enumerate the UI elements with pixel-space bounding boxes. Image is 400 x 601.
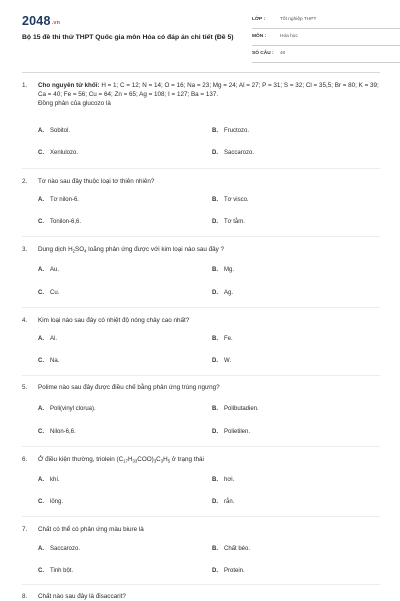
option-d[interactable] <box>212 218 245 226</box>
site-logo[interactable] <box>22 14 60 28</box>
document-title: Bộ 15 đề thi thử THPT Quốc gia môn Hóa có đáp án chi tiết (Đề 5) <box>22 34 234 41</box>
question-text <box>38 455 380 464</box>
question-divider <box>22 584 380 585</box>
option-text: Al. <box>50 336 58 342</box>
option-letter: C. <box>38 358 44 364</box>
meta-value: 40 <box>280 51 286 56</box>
option-letter: A. <box>38 477 44 483</box>
text-part: H <box>163 456 168 463</box>
question-5 <box>22 383 380 392</box>
option-text: Tinh bột. <box>50 568 74 574</box>
option-letter: A. <box>38 128 44 134</box>
meta-row-class <box>252 14 400 29</box>
question-2 <box>22 177 380 186</box>
exam-header <box>22 14 382 68</box>
question-stem <box>22 383 380 392</box>
option-a[interactable] <box>38 127 70 135</box>
text-part: loãng phản ứng được với kim loại nào sau đây ? <box>86 246 225 253</box>
subscript: 3 <box>153 458 157 464</box>
option-letter: A. <box>38 197 44 203</box>
option-c[interactable] <box>38 567 73 575</box>
option-a[interactable] <box>38 266 59 274</box>
option-b[interactable] <box>212 476 234 484</box>
option-letter: D. <box>212 499 218 505</box>
option-text: Nilon-6,6. <box>50 429 76 435</box>
question-stem <box>22 81 380 108</box>
meta-row-subject <box>252 31 400 46</box>
option-text: Saccarozo. <box>50 546 81 552</box>
question-4 <box>22 316 380 325</box>
option-letter: C. <box>38 568 44 574</box>
option-letter: B. <box>212 267 218 273</box>
question-stem <box>22 455 380 464</box>
question-number: 6. <box>22 456 28 463</box>
option-b[interactable] <box>212 196 249 204</box>
question-divider <box>22 168 380 169</box>
subscript: 5 <box>167 458 171 464</box>
option-text: rắn. <box>224 499 235 505</box>
question-number: 7. <box>22 526 28 533</box>
option-text: Na. <box>50 358 60 364</box>
meta-value: Tốt nghiệp THPT <box>280 17 317 22</box>
option-letter: D. <box>212 358 218 364</box>
option-b[interactable] <box>212 405 259 413</box>
question-divider <box>22 307 380 308</box>
option-c[interactable] <box>38 218 81 226</box>
option-letter: B. <box>212 128 218 134</box>
question-stem <box>22 525 380 534</box>
option-text: Fructozo. <box>224 128 250 134</box>
question-divider <box>22 375 380 376</box>
option-text: Poli(vinyl clorua). <box>50 406 96 412</box>
option-letter: A. <box>38 406 44 412</box>
subscript: 4 <box>84 248 87 254</box>
text-part: Ở điều kiện thường, triolein (C <box>38 456 124 463</box>
meta-key: MÔN : <box>252 34 267 39</box>
option-b[interactable] <box>212 335 233 343</box>
question-text-bold: Cho nguyên tử khối: <box>38 82 100 89</box>
option-b[interactable] <box>212 266 234 274</box>
option-letter: D. <box>212 568 218 574</box>
option-text: Ag. <box>224 290 234 296</box>
option-d[interactable] <box>212 289 233 297</box>
option-text: Protein. <box>224 568 245 574</box>
question-text: Tơ nào sau đây thuộc loại tơ thiên nhiên? <box>38 178 155 185</box>
text-part: SO <box>75 246 85 253</box>
question-divider <box>22 516 380 517</box>
option-d[interactable] <box>212 357 231 365</box>
logo-text: 2048 <box>22 14 51 28</box>
option-c[interactable] <box>38 357 59 365</box>
option-text: Tonilon-6,6. <box>50 219 82 225</box>
text-part: Dung dịch H <box>38 246 73 253</box>
option-a[interactable] <box>38 545 80 553</box>
text-part: ở trạng thái <box>170 456 204 463</box>
question-text: Polime nào sau đây được điều chế bằng phản ứng trùng ngưng? <box>38 384 220 391</box>
question-3 <box>22 245 380 254</box>
meta-key: SỐ CÂU : <box>252 51 274 56</box>
question-subtext: Đồng phân của glucozo là <box>38 100 111 107</box>
meta-value: Hóa học <box>280 34 298 39</box>
question-number: 3. <box>22 246 28 253</box>
option-a[interactable] <box>38 476 60 484</box>
question-text: Kim loại nào sau đây có nhiệt độ nóng chảy cao nhất? <box>38 317 190 324</box>
option-letter: C. <box>38 290 44 296</box>
option-text: Polietilen. <box>224 429 251 435</box>
text-part: COO) <box>137 456 154 463</box>
option-letter: C. <box>38 150 44 156</box>
option-letter: B. <box>212 336 218 342</box>
option-letter: A. <box>38 267 44 273</box>
option-letter: A. <box>38 336 44 342</box>
option-d[interactable] <box>212 567 245 575</box>
option-letter: C. <box>38 219 44 225</box>
option-text: Polibutadien. <box>224 406 259 412</box>
question-stem <box>22 316 380 325</box>
option-b[interactable] <box>212 127 249 135</box>
subscript: 17 <box>123 458 128 464</box>
text-part: H <box>127 456 133 463</box>
option-letter: B. <box>212 406 218 412</box>
question-text <box>38 245 380 254</box>
question-stem <box>22 177 380 186</box>
question-text: Chất có thể có phản ứng màu biure là <box>38 526 144 533</box>
option-b[interactable] <box>212 545 250 553</box>
option-letter: D. <box>212 290 218 296</box>
question-text: Chất nào sau đây là đisaccarit? <box>38 593 126 600</box>
option-text: Tơ nilon-6. <box>50 197 79 203</box>
question-7 <box>22 525 380 534</box>
option-letter: C. <box>38 429 44 435</box>
option-text: lỏng. <box>50 499 64 505</box>
option-text: Chất béo. <box>224 546 251 552</box>
option-text: Fe. <box>224 336 233 342</box>
question-number: 8. <box>22 593 28 600</box>
option-text: Cu. <box>50 290 60 296</box>
option-text: Tơ visco. <box>224 197 249 203</box>
question-number: 2. <box>22 178 28 185</box>
question-number: 1. <box>22 82 28 89</box>
text-part: C <box>156 456 161 463</box>
option-letter: B. <box>212 197 218 203</box>
option-a[interactable] <box>38 405 96 413</box>
option-text: Tơ tằm. <box>224 219 245 225</box>
question-text <box>38 81 380 99</box>
option-text: W. <box>224 358 231 364</box>
option-c[interactable] <box>38 149 78 157</box>
option-c[interactable] <box>38 428 76 436</box>
option-text: Saccarozo. <box>224 150 255 156</box>
question-number: 4. <box>22 317 28 324</box>
subscript: 3 <box>160 458 164 464</box>
question-divider <box>22 446 380 447</box>
option-letter: C. <box>38 499 44 505</box>
question-1 <box>22 81 380 108</box>
subscript: 2 <box>72 248 76 254</box>
option-d[interactable] <box>212 428 250 436</box>
meta-row-count <box>252 48 400 63</box>
option-text: Au. <box>50 267 60 273</box>
option-letter: B. <box>212 477 218 483</box>
logo-suffix: .vn <box>51 20 61 26</box>
question-stem <box>22 245 380 254</box>
option-d[interactable] <box>212 149 254 157</box>
option-letter: B. <box>212 546 218 552</box>
subscript: 33 <box>132 458 138 464</box>
question-number: 5. <box>22 384 28 391</box>
option-letter: D. <box>212 219 218 225</box>
option-c[interactable] <box>38 289 59 297</box>
header-divider <box>22 72 380 73</box>
option-c[interactable] <box>38 498 63 506</box>
option-text: Sobitol. <box>50 128 71 134</box>
option-letter: D. <box>212 429 218 435</box>
option-text: hơi. <box>224 477 235 483</box>
option-letter: A. <box>38 546 44 552</box>
meta-key: LỚP : <box>252 17 266 22</box>
option-letter: D. <box>212 150 218 156</box>
option-a[interactable] <box>38 335 57 343</box>
atomic-mass-list: H = 1; C = 12; N = 14; O = 16; Na = 23; Mg = 24; Al = 27; P = 31; S = 32; Cl = 35,5; Br = 80; K = 39; Ca = 40; Fe = 56; Cu = 64; Zn = 65; Ag = 108; I = 127; Ba = 137. <box>38 82 379 98</box>
option-a[interactable] <box>38 196 79 204</box>
option-d[interactable] <box>212 498 234 506</box>
exam-meta <box>252 14 400 65</box>
question-divider <box>22 236 380 237</box>
option-text: Xenlulozo. <box>50 150 79 156</box>
option-text: khí. <box>50 477 60 483</box>
question-6 <box>22 455 380 464</box>
option-text: Mg. <box>224 267 235 273</box>
